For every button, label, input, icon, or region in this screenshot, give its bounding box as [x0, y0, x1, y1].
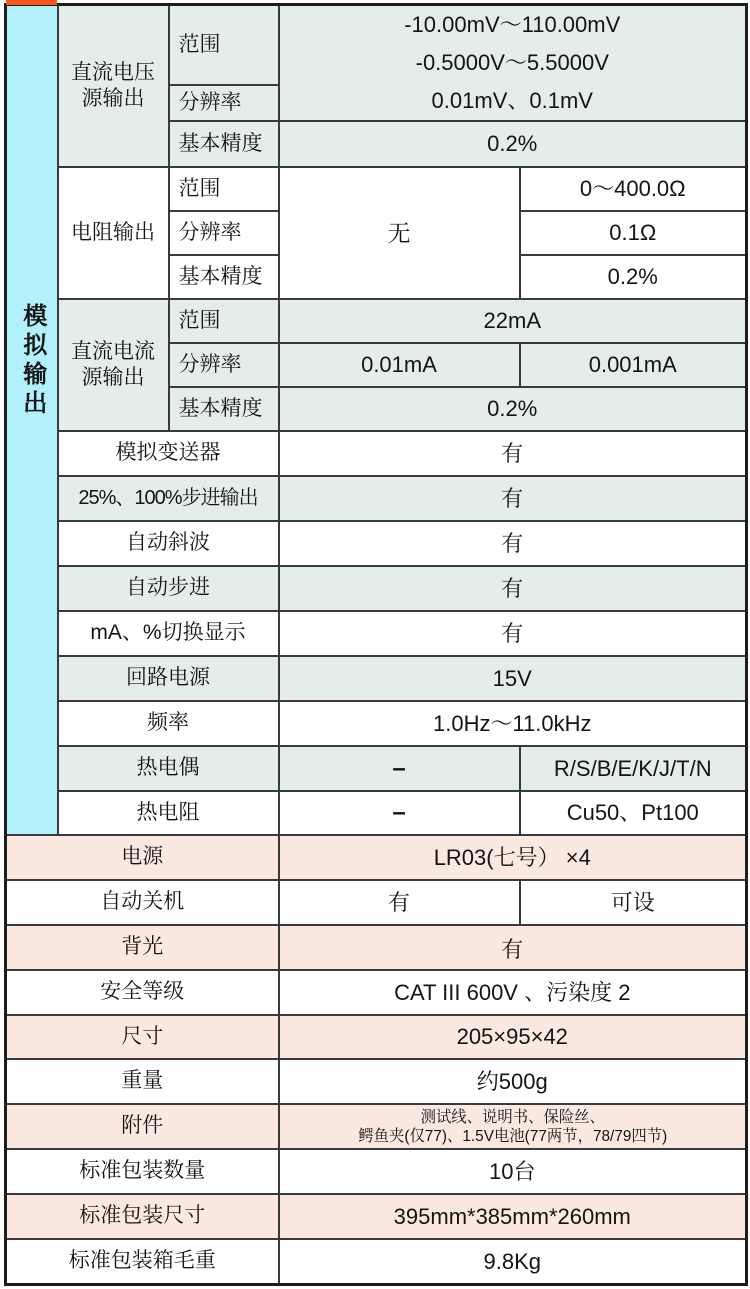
value-range-line2: -0.5000V～5.5000V: [415, 50, 609, 75]
side-header-analog-output: [6, 5, 58, 836]
feature-value: 有: [279, 431, 747, 476]
value-dc-current-range: 22mA: [279, 299, 747, 343]
general-value-accessories: [279, 1104, 747, 1149]
group-label-resistance: 电阻输出: [58, 167, 169, 299]
general-label-pack-gross: 标准包装箱毛重: [6, 1239, 279, 1284]
general-label-pack-qty: 标准包装数量: [6, 1149, 279, 1194]
feature-label: 回路电源: [58, 656, 279, 701]
value-dc-voltage-range-resolution: [279, 5, 747, 122]
general-label-backlight: 背光: [6, 925, 279, 970]
param-label-resolution: 分辨率: [169, 343, 279, 387]
feature-label-thermocouple: 热电偶: [58, 746, 279, 791]
general-value-dimensions: 205×95×42: [279, 1015, 747, 1059]
feature-value: 有: [279, 566, 747, 611]
value-dc-voltage-accuracy: 0.2%: [279, 121, 747, 167]
value-rtd-right: Cu50、Pt100: [520, 791, 747, 835]
side-header-label: 模拟输出: [18, 303, 46, 419]
general-value-weight: 约500g: [279, 1059, 747, 1104]
feature-label: 自动斜波: [58, 521, 279, 566]
feature-label: 25%、100%步进输出: [58, 476, 279, 521]
spec-table: [4, 3, 748, 1286]
feature-value: 1.0Hz～11.0kHz: [279, 701, 747, 746]
feature-value: 有: [279, 611, 747, 656]
param-label-range: 范围: [169, 5, 279, 85]
top-accent-strip: [6, 0, 57, 5]
general-label-accessories: 附件: [6, 1104, 279, 1149]
accessories-line2: 鳄鱼夹(仅77)、1.5V电池(77两节，78/79四节): [357, 1127, 667, 1145]
value-rtd-left: –: [279, 791, 520, 835]
param-label-accuracy: 基本精度: [169, 387, 279, 431]
value-resistance-range: 0～400.0Ω: [520, 167, 747, 211]
value-dc-current-resolution-right: 0.001mA: [520, 343, 747, 387]
general-value-safety: CAT III 600V 、污染度 2: [279, 970, 747, 1015]
general-value-auto-off-left: 有: [279, 880, 520, 925]
value-thermocouple-right: R/S/B/E/K/J/T/N: [520, 746, 747, 791]
value-dc-current-resolution-left: 0.01mA: [279, 343, 520, 387]
feature-value: 15V: [279, 656, 747, 701]
general-label-pack-size: 标准包装尺寸: [6, 1194, 279, 1239]
value-resistance-accuracy: 0.2%: [520, 255, 747, 299]
general-value-pack-gross: 9.8Kg: [279, 1239, 747, 1284]
feature-label-rtd: 热电阻: [58, 791, 279, 835]
value-resolution: 0.01mV、0.1mV: [431, 88, 593, 113]
value-range-line1: -10.00mV～110.00mV: [404, 12, 621, 37]
value-thermocouple-left: –: [279, 746, 520, 791]
general-label-power: 电源: [6, 835, 279, 880]
group-label-dc-voltage: 直流电压 源输出: [58, 5, 169, 168]
param-label-accuracy: 基本精度: [169, 255, 279, 299]
feature-value: 有: [279, 521, 747, 566]
param-label-range: 范围: [169, 299, 279, 343]
general-label-safety: 安全等级: [6, 970, 279, 1015]
feature-label: mA、%切换显示: [58, 611, 279, 656]
general-label-auto-off: 自动关机: [6, 880, 279, 925]
general-value-pack-qty: 10台: [279, 1149, 747, 1194]
general-label-dimensions: 尺寸: [6, 1015, 279, 1059]
general-value-pack-size: 395mm*385mm*260mm: [279, 1194, 747, 1239]
accessories-line1: 测试线、说明书、保险丝、: [420, 1108, 605, 1126]
param-label-resolution: 分辨率: [169, 85, 279, 121]
feature-label: 频率: [58, 701, 279, 746]
general-value-backlight: 有: [279, 925, 747, 970]
value-resistance-resolution: 0.1Ω: [520, 211, 747, 255]
general-value-auto-off-right: 可设: [520, 880, 747, 925]
general-value-power: LR03(七号） ×4: [279, 835, 747, 880]
param-label-accuracy: 基本精度: [169, 121, 279, 167]
param-label-range: 范围: [169, 167, 279, 211]
feature-label: 自动步进: [58, 566, 279, 611]
value-resistance-none: 无: [279, 167, 520, 299]
feature-value: 有: [279, 476, 747, 521]
feature-label: 模拟变送器: [58, 431, 279, 476]
value-dc-current-accuracy: 0.2%: [279, 387, 747, 431]
param-label-resolution: 分辨率: [169, 211, 279, 255]
group-label-dc-current: 直流电流 源输出: [58, 299, 169, 431]
general-label-weight: 重量: [6, 1059, 279, 1104]
